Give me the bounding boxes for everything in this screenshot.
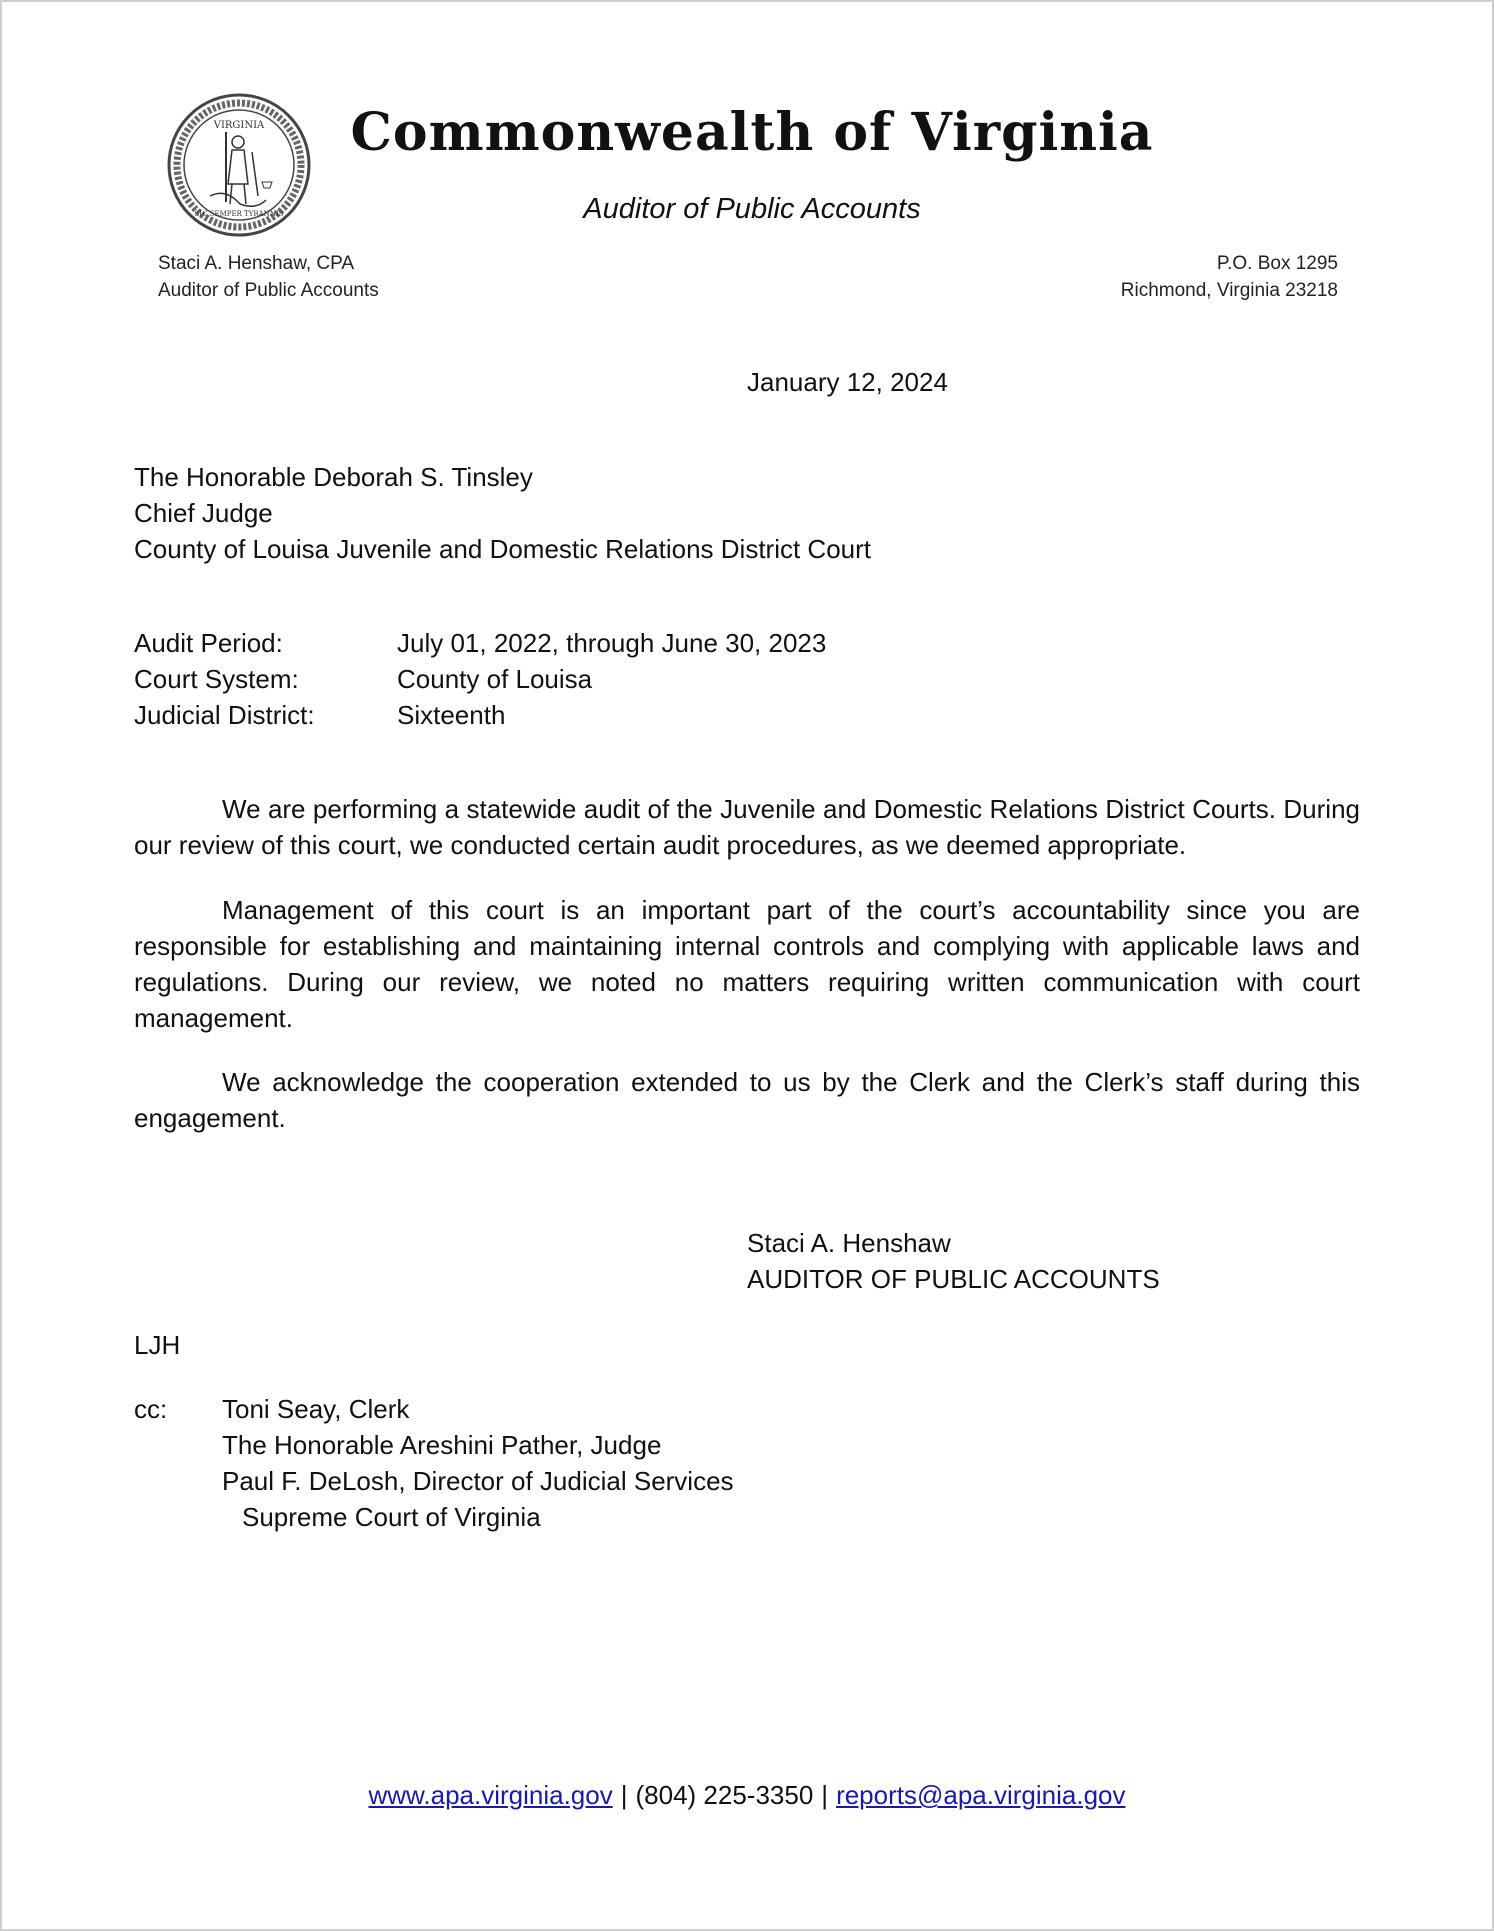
paragraph-text: We acknowledge the cooperation extended to us by the Clerk and the Clerk’s staff during this engagement. [134, 1067, 1360, 1133]
body-paragraph-2 [134, 892, 1360, 1036]
po-box: P.O. Box 1295 [1216, 253, 1338, 274]
addressee-title: Chief Judge [134, 498, 273, 528]
signature-title: AUDITOR OF PUBLIC ACCOUNTS [747, 1264, 1160, 1294]
city-state-zip: Richmond, Virginia 23218 [1120, 280, 1338, 301]
audit-info-value: July 01, 2022, through June 30, 2023 [397, 628, 827, 658]
footer-contact [0, 1780, 1494, 1811]
signature-block [747, 1225, 1160, 1297]
paragraph-text: Management of this court is an important part of the court’s accountability since you are responsible for establishing and maintaining internal controls and complying with applicable laws and regulations. During our review, we noted no matters requiring written communication with court management. [134, 895, 1360, 1033]
audit-info-label: Judicial District: [134, 700, 315, 730]
footer-separator: | [620, 1780, 628, 1810]
typist-initials: LJH [134, 1330, 181, 1360]
audit-info-table [134, 625, 826, 733]
cc-recipient: Paul F. DeLosh, Director of Judicial Services [222, 1466, 734, 1496]
audit-info-value: County of Louisa [397, 664, 593, 694]
phone-number: (804) 225-3350 [635, 1780, 814, 1810]
cc-row [134, 1427, 734, 1463]
addressee-block [134, 459, 871, 567]
svg-text:VIRGINIA: VIRGINIA [213, 120, 265, 131]
cc-row [134, 1391, 734, 1427]
audit-info-label: Audit Period: [134, 628, 283, 658]
footer-separator: | [821, 1780, 829, 1810]
svg-text:SIC SEMPER TYRANNIS: SIC SEMPER TYRANNIS [194, 210, 284, 218]
cc-block [134, 1391, 734, 1535]
cc-recipient-affiliation: Supreme Court of Virginia [242, 1502, 541, 1532]
auditor-name: Staci A. Henshaw, CPA [158, 253, 355, 274]
cc-row [134, 1463, 734, 1499]
addressee-court: County of Louisa Juvenile and Domestic Relations District Court [134, 534, 872, 564]
audit-info-label: Court System: [134, 664, 299, 694]
signature-name: Staci A. Henshaw [747, 1228, 951, 1258]
letterhead-left-block [158, 250, 379, 304]
audit-info-value: Sixteenth [397, 700, 506, 730]
website-link[interactable]: www.apa.virginia.gov [368, 1780, 613, 1810]
audit-info-row [134, 697, 826, 733]
paragraph-text: We are performing a statewide audit of the Juvenile and Domestic Relations District Courts. During our review of this court, we conducted certain audit procedures, as we deemed appropriate. [134, 794, 1360, 860]
letterhead-title: Commonwealth of Virginia [350, 102, 1154, 163]
letter-date: January 12, 2024 [747, 367, 948, 397]
auditor-title: Auditor of Public Accounts [158, 280, 379, 301]
audit-info-row [134, 625, 826, 661]
body-paragraph-3 [134, 1064, 1360, 1136]
cc-recipient: The Honorable Areshini Pather, Judge [222, 1430, 662, 1460]
body-paragraph-1 [134, 791, 1360, 863]
audit-info-row [134, 661, 826, 697]
email-link[interactable]: reports@apa.virginia.gov [836, 1780, 1126, 1810]
addressee-name: The Honorable Deborah S. Tinsley [134, 462, 533, 492]
letterhead-address-block [1121, 250, 1338, 304]
cc-label: cc: [134, 1394, 168, 1424]
letterhead-subtitle: Auditor of Public Accounts [583, 193, 921, 225]
cc-row [134, 1499, 734, 1535]
cc-recipient: Toni Seay, Clerk [222, 1394, 410, 1424]
